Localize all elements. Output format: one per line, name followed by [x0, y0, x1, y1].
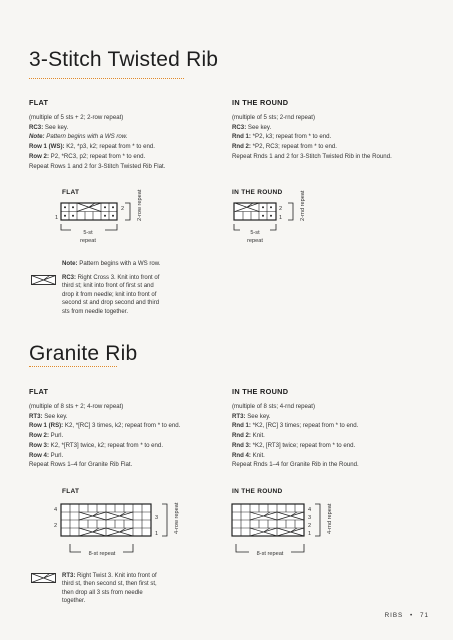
instruction-line: Row 3: K2, *[RT3] twice, k2; repeat from * to end.: [29, 441, 164, 449]
instruction-line: Rnd 3: *K2, [RT3] twice; repeat from * to end.: [232, 441, 356, 449]
instruction-line: Repeat Rows 1 and 2 for 3-Stitch Twisted Rib Flat.: [29, 162, 166, 170]
title-underline-dots: [29, 366, 117, 367]
granite-flat-instructions: [29, 402, 180, 470]
row-label: 1: [308, 531, 312, 537]
horizontal-repeat-label-2: repeat: [247, 238, 263, 244]
vertical-repeat-label: 2-row repeat: [137, 189, 143, 221]
in-the-round-heading: IN THE ROUND: [232, 387, 289, 396]
instruction-line: Rnd 4: Knit.: [232, 451, 265, 459]
instruction-line: (multiple of 8 sts; 4-rnd repeat): [232, 403, 315, 410]
instruction-line: Repeat Rnds 1 and 2 for 3-Stitch Twisted Rib in the Round.: [232, 152, 392, 160]
chart-heading-flat: FLAT: [62, 189, 80, 196]
instruction-line: Row 1 (RS): K2, *[RC] 3 times, k2; repeat from * to end.: [29, 422, 181, 430]
instruction-line: Rnd 1: *P2, k3; repeat from * to end.: [232, 133, 332, 141]
instruction-line: Rnd 1: *K2, [RC] 3 times; repeat from * to end.: [232, 422, 359, 430]
row-label: 4: [308, 507, 312, 513]
page-number: 71: [419, 612, 429, 619]
page-footer: [385, 612, 429, 619]
row-label: 1: [55, 215, 59, 221]
instruction-line: Repeat Rnds 1–4 for Granite Rib in the Round.: [232, 461, 359, 469]
vertical-repeat-label: 4-row repeat: [174, 502, 180, 534]
granite-flat-chart: [50, 500, 185, 562]
row-label: 1: [155, 531, 159, 537]
instruction-line: Rnd 2: Knit.: [232, 432, 265, 440]
instruction-line: Row 2: Purl.: [29, 432, 64, 440]
instruction-line: (multiple of 5 sts; 2-rnd repeat): [232, 114, 315, 121]
horizontal-repeat-label-1: 5-st: [83, 230, 93, 236]
instruction-line: Rnd 2: *P2, RC3; repeat from * to end.: [232, 143, 338, 151]
horizontal-repeat-label: 8-st repeat: [256, 551, 284, 557]
chart-heading-flat: FLAT: [62, 488, 80, 495]
instruction-line: Row 1 (WS): K2, *p3, k2; repeat from * to end.: [29, 143, 155, 151]
rc3-key-symbol: [31, 275, 57, 287]
instruction-line: Row 4: Purl.: [29, 451, 64, 459]
rt3-key-symbol: [31, 573, 57, 585]
instruction-line: Row 2: P2, *RC3, p2; repeat from * to end.: [29, 152, 146, 160]
footer-separator: •: [410, 612, 414, 619]
row-label: 3: [308, 515, 312, 521]
footer-section: RIBS: [384, 612, 404, 619]
granite-round-instructions: [232, 402, 359, 470]
section-title-twisted-rib: 3-Stitch Twisted Rib: [29, 48, 219, 71]
vertical-repeat-label: 4-rnd repeat: [327, 503, 333, 534]
instruction-line: (multiple of 5 sts + 2; 2-row repeat): [29, 114, 124, 121]
instruction-line: Repeat Rows 1–4 for Granite Rib Flat.: [29, 461, 133, 469]
row-label: 3: [155, 515, 159, 521]
horizontal-repeat-label-1: 5-st: [250, 230, 260, 236]
title-underline-dots: [29, 78, 184, 79]
instruction-line: RC3: See key.: [29, 123, 69, 131]
flat-heading: FLAT: [29, 98, 49, 107]
chart-heading-round: IN THE ROUND: [232, 189, 283, 196]
rt3-key-description: RT3: Right Twist 3. Knit into front of third st, then second st, then first st, then drop all 3 sts from needle together.: [62, 573, 157, 605]
in-the-round-heading: IN THE ROUND: [232, 98, 289, 107]
section-title-granite-rib: Granite Rib: [29, 342, 138, 365]
twisted-round-instructions: [232, 113, 392, 162]
instruction-line: RC3: See key.: [232, 123, 272, 131]
chart-heading-round: IN THE ROUND: [232, 488, 283, 495]
flat-heading: FLAT: [29, 387, 49, 396]
row-label: 2: [54, 523, 58, 529]
instruction-line: Note: Pattern begins with a WS row.: [29, 133, 128, 141]
row-label: 4: [54, 507, 58, 513]
row-label: 2: [279, 206, 283, 212]
row-label: 2: [308, 523, 312, 529]
instruction-line: RT3: See key.: [232, 412, 271, 420]
granite-round-chart: [228, 500, 348, 562]
horizontal-repeat-label-2: repeat: [80, 238, 96, 244]
twisted-flat-instructions: [29, 113, 165, 171]
row-label: 2: [121, 206, 125, 212]
chart-note: Note: Pattern begins with a WS row.: [62, 260, 161, 267]
rc3-key-description: RC3: Right Cross 3. Knit into front of third st; knit into front of first st and drop it from needle; knit into front of second st and drop second and third sts from needle together.: [62, 275, 160, 315]
row-label: 1: [279, 215, 283, 221]
instruction-line: (multiple of 8 sts + 2; 4-row repeat): [29, 403, 124, 410]
horizontal-repeat-label: 8-st repeat: [88, 551, 116, 557]
instruction-line: RT3: See key.: [29, 412, 68, 420]
vertical-repeat-label: 2-rnd repeat: [300, 190, 306, 221]
